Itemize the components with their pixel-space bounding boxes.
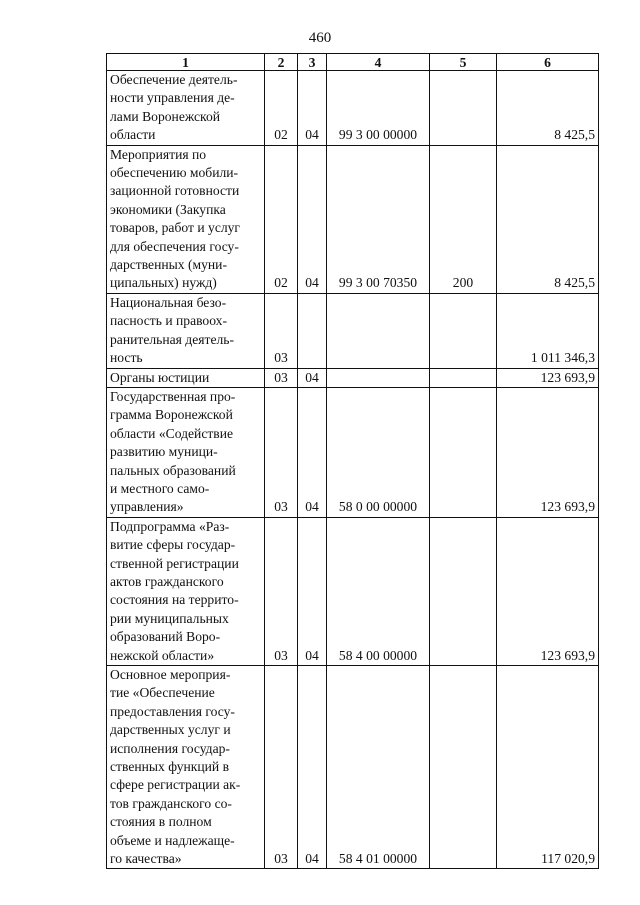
budget-table <box>106 53 599 869</box>
item-name: Национальная безо- пасность и правоох- ранительная деятель- ность <box>107 293 265 368</box>
section-code: 03 <box>265 293 298 368</box>
amount: 123 693,9 <box>497 517 599 665</box>
header-row <box>107 54 599 71</box>
table-row <box>107 387 599 517</box>
expense-type-code <box>430 368 497 387</box>
subsection-code: 04 <box>298 666 327 869</box>
section-code: 02 <box>265 71 298 146</box>
target-article-code: 99 3 00 00000 <box>327 71 430 146</box>
amount: 123 693,9 <box>497 368 599 387</box>
column-header: 2 <box>265 54 298 71</box>
target-article-code <box>327 293 430 368</box>
subsection-code: 04 <box>298 517 327 665</box>
target-article-code: 58 4 01 00000 <box>327 666 430 869</box>
amount: 8 425,5 <box>497 145 599 293</box>
expense-type-code <box>430 666 497 869</box>
table-row <box>107 368 599 387</box>
amount: 123 693,9 <box>497 387 599 517</box>
item-name: Подпрограмма «Раз- витие сферы государ- ственной регистрации актов гражданского состояния на террито- рии муниципальных образований Воро- нежской области» <box>107 517 265 665</box>
table-row <box>107 145 599 293</box>
section-code: 03 <box>265 368 298 387</box>
item-name: Органы юстиции <box>107 368 265 387</box>
section-code: 03 <box>265 666 298 869</box>
target-article-code: 99 3 00 70350 <box>327 145 430 293</box>
target-article-code: 58 4 00 00000 <box>327 517 430 665</box>
page-number: 460 <box>308 30 332 46</box>
table-row <box>107 666 599 869</box>
subsection-code: 04 <box>298 368 327 387</box>
column-header: 6 <box>497 54 599 71</box>
column-header: 5 <box>430 54 497 71</box>
table-row <box>107 71 599 146</box>
expense-type-code <box>430 293 497 368</box>
expense-type-code: 200 <box>430 145 497 293</box>
item-name: Государственная про- грамма Воронежской области «Содействие развитию муници- пальных образований и местного само- управления» <box>107 387 265 517</box>
section-code: 03 <box>265 387 298 517</box>
amount: 117 020,9 <box>497 666 599 869</box>
expense-type-code <box>430 517 497 665</box>
table-row <box>107 517 599 665</box>
subsection-code <box>298 293 327 368</box>
subsection-code: 04 <box>298 145 327 293</box>
column-header: 1 <box>107 54 265 71</box>
subsection-code: 04 <box>298 387 327 517</box>
item-name: Основное мероприя- тие «Обеспечение предоставления госу- дарственных услуг и исполнения государ- ственных функций в сфере регистрации ак- тов гражданского со- стояния в полном объеме и надлежаще- го качества» <box>107 666 265 869</box>
section-code: 02 <box>265 145 298 293</box>
item-name: Обеспечение деятель- ности управления де- лами Воронежской области <box>107 71 265 146</box>
target-article-code <box>327 368 430 387</box>
column-header: 3 <box>298 54 327 71</box>
column-header: 4 <box>327 54 430 71</box>
amount: 8 425,5 <box>497 71 599 146</box>
target-article-code: 58 0 00 00000 <box>327 387 430 517</box>
table-row <box>107 293 599 368</box>
section-code: 03 <box>265 517 298 665</box>
amount: 1 011 346,3 <box>497 293 599 368</box>
expense-type-code <box>430 387 497 517</box>
subsection-code: 04 <box>298 71 327 146</box>
item-name: Мероприятия по обеспечению мобили- зационной готовности экономики (Закупка товаров, работ и услуг для обеспечения госу- дарственных (муни- ципальных) нужд) <box>107 145 265 293</box>
expense-type-code <box>430 71 497 146</box>
